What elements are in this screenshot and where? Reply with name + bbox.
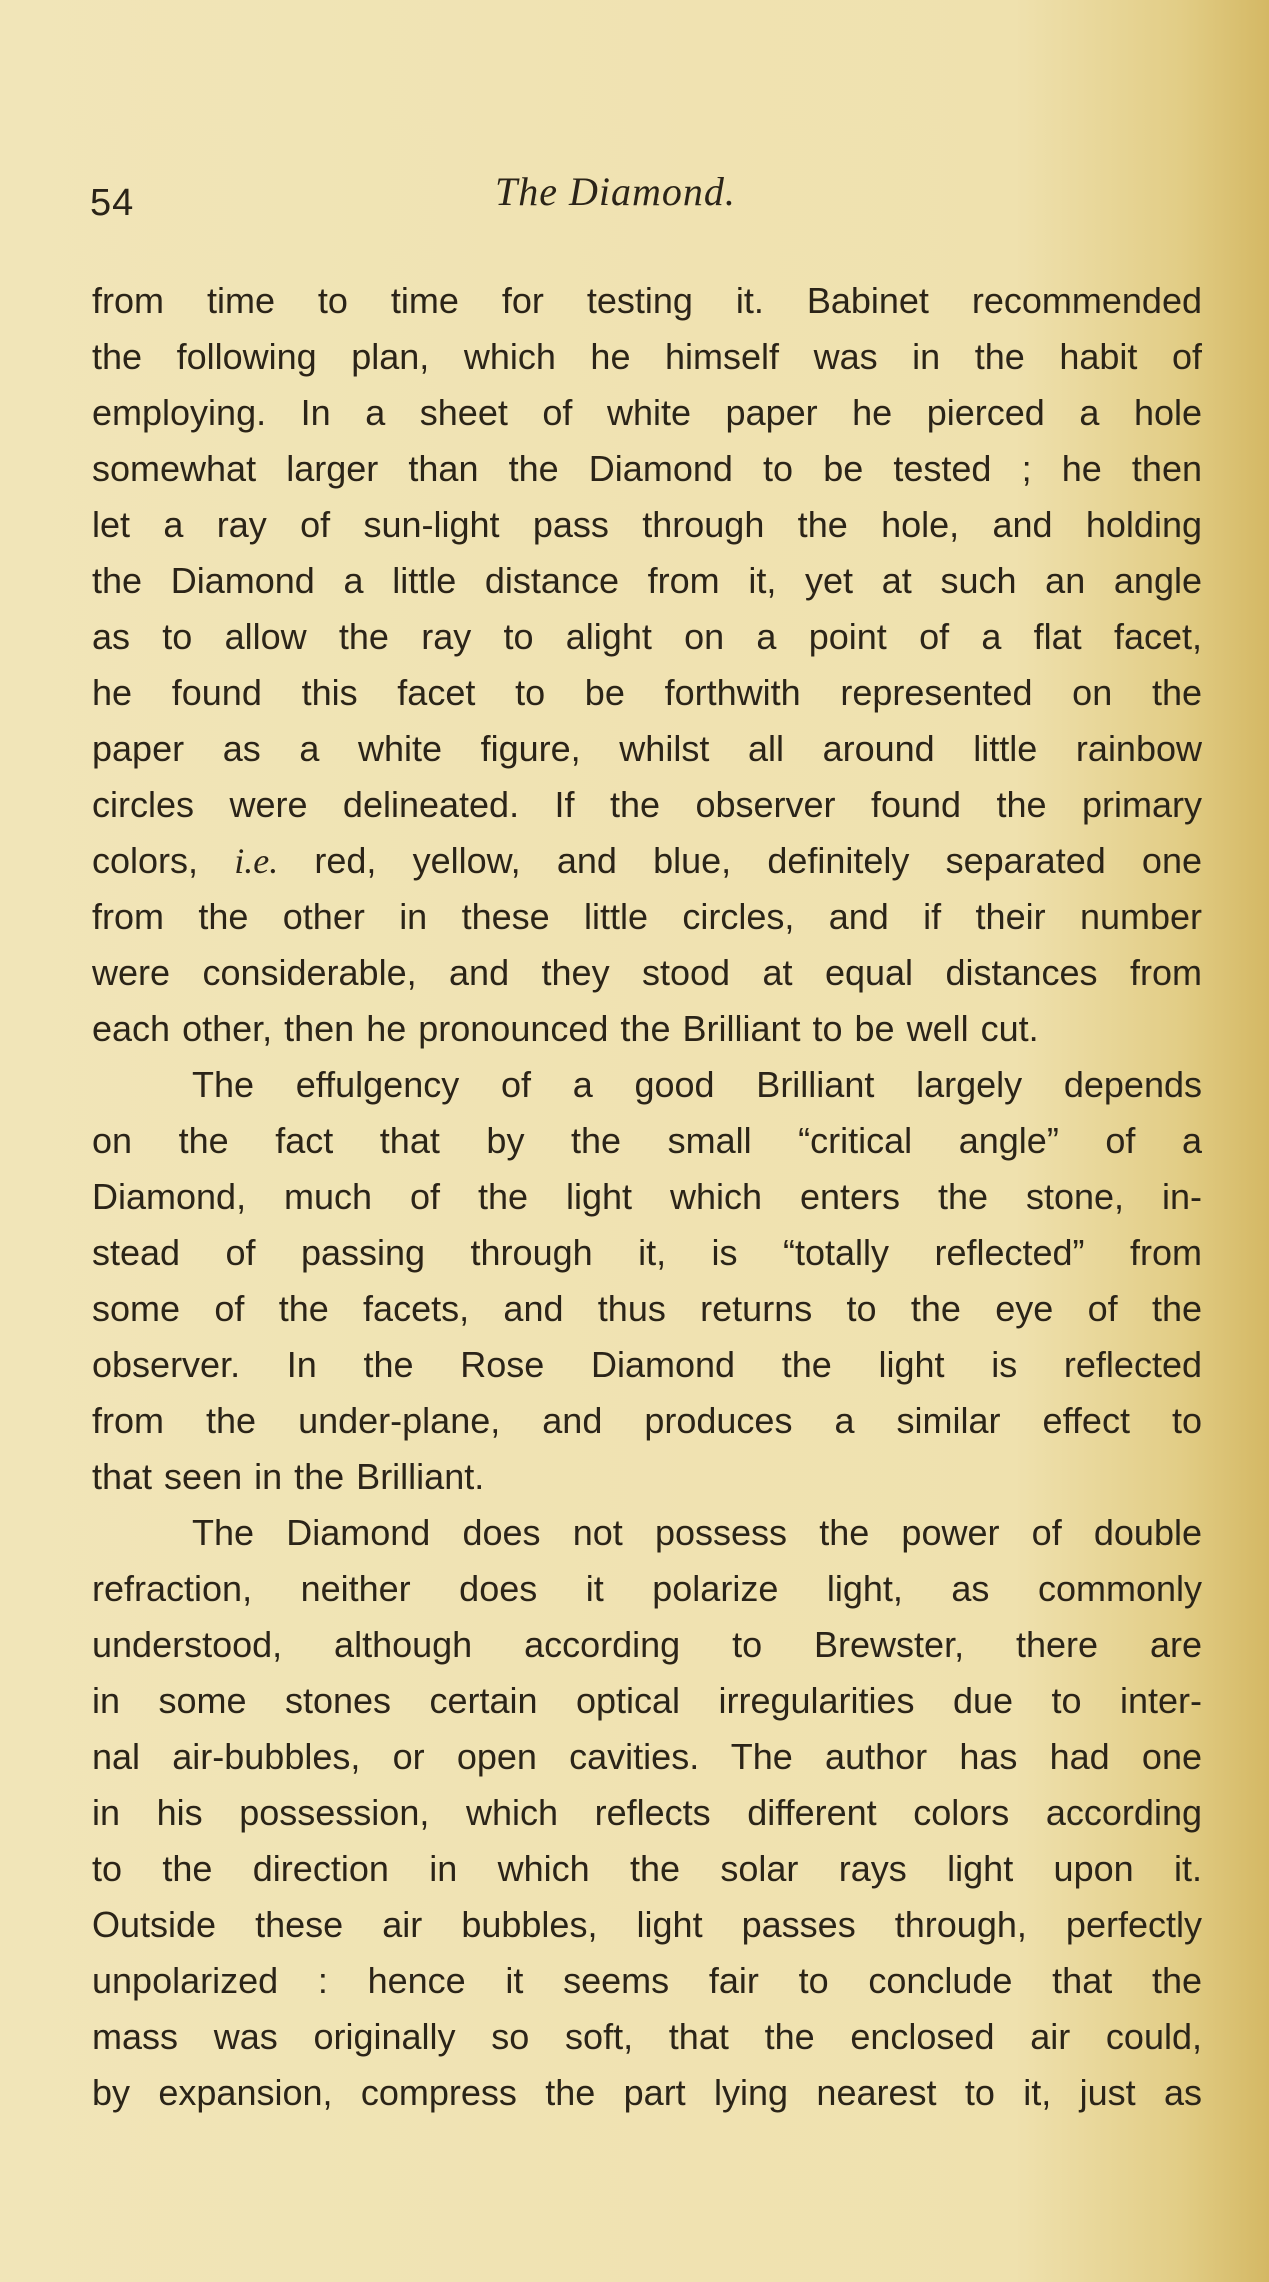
italic-abbreviation: i.e. bbox=[234, 841, 279, 881]
text-run: red, yellow, and blue, definitely separated one bbox=[278, 840, 1202, 881]
text-line: from the under-plane, and produces a similar effect to bbox=[92, 1400, 1202, 1441]
text-line: in his possession, which reflects different colors according bbox=[92, 1792, 1202, 1833]
text-line: some of the facets, and thus returns to the eye of the bbox=[92, 1288, 1202, 1329]
running-head bbox=[90, 168, 1200, 228]
text-line: he found this facet to be forthwith represented on the bbox=[92, 672, 1202, 713]
text-line: paper as a white figure, whilst all around little rainbow bbox=[92, 728, 1202, 769]
text-line: from time to time for testing it. Babinet recommended bbox=[92, 280, 1202, 321]
text-line: the Diamond a little distance from it, yet at such an angle bbox=[92, 560, 1202, 601]
text-line: were considerable, and they stood at equal distances from bbox=[92, 952, 1202, 993]
text-line: understood, although according to Brewster, there are bbox=[92, 1624, 1202, 1665]
text-line: to the direction in which the solar rays light upon it. bbox=[92, 1848, 1202, 1889]
text-line: unpolarized : hence it seems fair to conclude that the bbox=[92, 1960, 1202, 2001]
text-line: by expansion, compress the part lying nearest to it, just as bbox=[92, 2072, 1202, 2113]
text-line: in some stones certain optical irregularities due to inter- bbox=[92, 1680, 1202, 1721]
text-line: nal air-bubbles, or open cavities. The author has had one bbox=[92, 1736, 1202, 1777]
text-line-mixed bbox=[92, 833, 1202, 889]
text-line: from the other in these little circles, and if their number bbox=[92, 896, 1202, 937]
text-line: as to allow the ray to alight on a point of a flat facet, bbox=[92, 616, 1202, 657]
text-line: the following plan, which he himself was in the habit of bbox=[92, 336, 1202, 377]
text-line: refraction, neither does it polarize light, as commonly bbox=[92, 1568, 1202, 1609]
text-line: The effulgency of a good Brilliant largely depends bbox=[192, 1064, 1202, 1105]
text-line: that seen in the Brilliant. bbox=[92, 1456, 485, 1497]
text-line: stead of passing through it, is “totally reflected” from bbox=[92, 1232, 1202, 1273]
text-line: mass was originally so soft, that the enclosed air could, bbox=[92, 2016, 1202, 2057]
text-line: employing. In a sheet of white paper he pierced a hole bbox=[92, 392, 1202, 433]
text-line: Outside these air bubbles, light passes through, perfectly bbox=[92, 1904, 1202, 1945]
text-line: observer. In the Rose Diamond the light is reflected bbox=[92, 1344, 1202, 1385]
text-line: The Diamond does not possess the power of double bbox=[192, 1512, 1202, 1553]
body-text bbox=[92, 273, 1202, 2121]
text-line: let a ray of sun-light pass through the hole, and holding bbox=[92, 504, 1202, 545]
text-line: somewhat larger than the Diamond to be tested ; he then bbox=[92, 448, 1202, 489]
text-line: on the fact that by the small “critical angle” of a bbox=[92, 1120, 1202, 1161]
text-line: each other, then he pronounced the Brilliant to be well cut. bbox=[92, 1008, 1039, 1049]
running-title: The Diamond. bbox=[495, 169, 736, 214]
page-number: 54 bbox=[90, 182, 135, 224]
text-run: colors, bbox=[92, 840, 199, 881]
text-line: circles were delineated. If the observer found the primary bbox=[92, 784, 1202, 825]
text-line: Diamond, much of the light which enters the stone, in- bbox=[92, 1176, 1202, 1217]
